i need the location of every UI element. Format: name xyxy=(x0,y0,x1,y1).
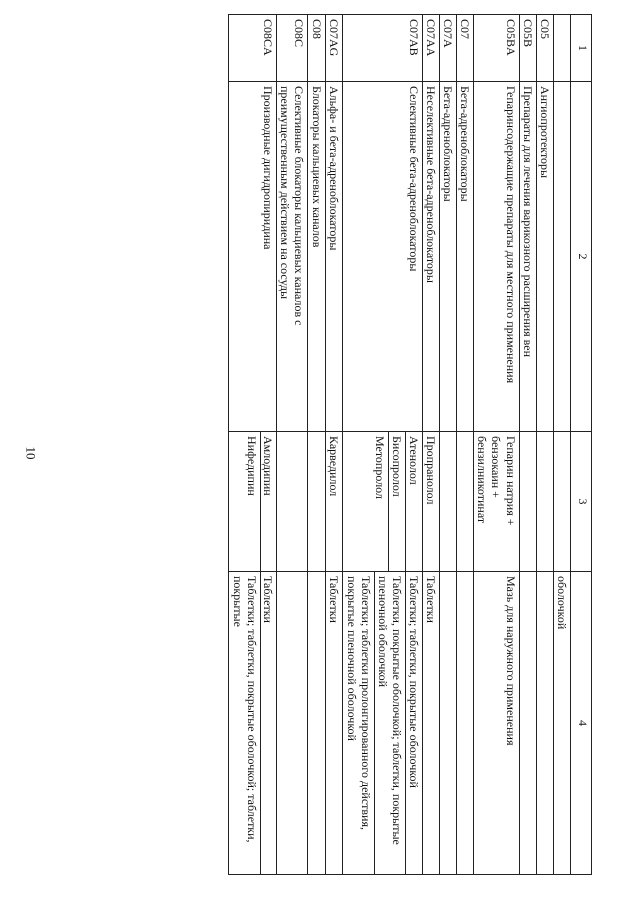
atc-code-cell-text: C07A xyxy=(440,19,455,48)
table-row xyxy=(536,15,553,875)
drug-cell xyxy=(325,432,342,572)
drug-cell-text: Карведилол xyxy=(326,436,341,497)
drug-table xyxy=(228,14,592,875)
form-cell-text: оболочкой xyxy=(555,576,569,630)
drug-cell xyxy=(422,432,439,572)
drug-cell-text xyxy=(310,436,324,567)
table-row xyxy=(439,15,456,875)
table-row xyxy=(308,15,325,875)
group-cell xyxy=(456,82,473,432)
form-cell xyxy=(456,572,473,875)
form-subentry: Таблетки; таблетки пролонгированного действия, покрытые пленочной оболочкой xyxy=(344,572,375,874)
drug-cell xyxy=(277,432,308,572)
atc-code-cell xyxy=(536,15,553,82)
drug-cell-text xyxy=(521,436,535,567)
atc-code-cell xyxy=(422,15,439,82)
atc-code-cell-text: C07AA xyxy=(423,19,438,57)
header-col-2: 2 xyxy=(571,82,592,432)
atc-code-cell-text: C08C xyxy=(292,19,307,48)
form-cell xyxy=(342,572,422,875)
atc-code-cell-text: C05BA xyxy=(503,19,518,56)
drug-cell-text xyxy=(538,436,552,567)
drug-cell-text xyxy=(441,436,455,567)
form-cell-text xyxy=(521,576,535,870)
drug-cell xyxy=(228,432,276,572)
drug-cell xyxy=(474,432,519,572)
group-cell xyxy=(519,82,536,432)
drug-cell xyxy=(519,432,536,572)
atc-code-cell-text: C07AB xyxy=(406,19,421,56)
form-cell-text xyxy=(310,576,324,870)
drug-cell-text: Амлодипин xyxy=(261,436,276,496)
atc-code-cell-text: C07 xyxy=(458,19,473,40)
group-cell-text: Селективные блокаторы кальциевых каналов с преимущественным действием на сосуды xyxy=(278,86,307,326)
group-cell-text xyxy=(555,86,569,427)
drug-cell-text xyxy=(293,436,307,567)
group-cell-text: Гепаринсодержащие препараты для местного применения xyxy=(503,86,518,384)
atc-code-cell xyxy=(439,15,456,82)
table-body xyxy=(228,15,570,875)
form-cell xyxy=(277,572,308,875)
group-cell xyxy=(474,82,519,432)
table-row xyxy=(553,15,570,875)
form-cell xyxy=(553,572,570,875)
group-cell-text: Альфа- и бета-адреноблокаторы xyxy=(326,86,341,251)
drug-cell xyxy=(439,432,456,572)
group-cell-text: Производные дигидропиридина xyxy=(261,86,276,250)
rotated-page xyxy=(67,14,592,874)
header-col-4: 4 xyxy=(571,572,592,875)
drug-cell xyxy=(308,432,325,572)
atc-code-cell-text: C08 xyxy=(309,19,324,40)
group-cell xyxy=(342,82,422,432)
table-row xyxy=(422,15,439,875)
atc-code-cell xyxy=(228,15,276,82)
group-cell xyxy=(553,82,570,432)
form-cell xyxy=(536,572,553,875)
drug-cell xyxy=(456,432,473,572)
drug-subentry: Метопролол xyxy=(372,432,389,571)
drug-subentry: Бисопролол xyxy=(389,432,406,571)
drug-cell-text xyxy=(458,436,472,567)
form-cell-text xyxy=(458,576,472,870)
form-cell xyxy=(308,572,325,875)
header-col-1: 1 xyxy=(571,15,592,82)
table-row xyxy=(228,15,276,875)
drug-cell-text xyxy=(555,436,569,567)
atc-code-cell-text: C08CA xyxy=(261,19,276,56)
table-row xyxy=(519,15,536,875)
form-cell-text xyxy=(441,576,455,870)
header-row xyxy=(571,15,592,875)
group-cell xyxy=(536,82,553,432)
form-cell-text: Таблетки; таблетки, покрытые оболочкой xyxy=(406,576,421,788)
group-cell-text: Неселективные бета-адреноблокаторы xyxy=(423,86,438,283)
form-cell xyxy=(519,572,536,875)
drug-cell-text: Атенолол xyxy=(406,436,421,485)
drug-cell-text: Пропранолол xyxy=(423,436,438,505)
group-cell xyxy=(277,82,308,432)
form-cell xyxy=(474,572,519,875)
drug-cell xyxy=(553,432,570,572)
group-cell-text: Блокаторы кальциевых каналов xyxy=(309,86,324,248)
table-row xyxy=(342,15,422,875)
group-cell-text: Ангиопротекторы xyxy=(537,86,552,179)
group-cell-text: Бета-адреноблокаторы xyxy=(440,86,455,202)
group-cell xyxy=(439,82,456,432)
group-cell-text: Бета-адреноблокаторы xyxy=(458,86,473,202)
atc-code-cell xyxy=(456,15,473,82)
group-cell-text: Селективные бета-адреноблокаторы xyxy=(406,86,421,272)
table-row xyxy=(456,15,473,875)
form-cell-text: Таблетки xyxy=(423,576,438,623)
form-cell xyxy=(439,572,456,875)
drug-cell-text: Гепарин натрия + бензокаин + бензилникотинат xyxy=(475,436,518,526)
table-row xyxy=(474,15,519,875)
atc-code-cell xyxy=(308,15,325,82)
form-cell-text xyxy=(293,576,307,870)
atc-code-cell xyxy=(277,15,308,82)
form-cell-text: Мазь для наружного применения xyxy=(503,576,518,746)
group-cell-text: Препараты для лечения варикозного расширения вен xyxy=(520,86,535,358)
atc-code-cell xyxy=(519,15,536,82)
page-number: 10 xyxy=(23,446,39,460)
atc-code-cell xyxy=(474,15,519,82)
group-cell xyxy=(308,82,325,432)
group-cell xyxy=(422,82,439,432)
atc-code-cell xyxy=(553,15,570,82)
form-subentry: Таблетки, покрытые оболочкой; таблетки, покрытые пленочной оболочкой xyxy=(375,572,406,874)
table-row xyxy=(325,15,342,875)
atc-code-cell-text: C07AG xyxy=(326,19,341,57)
table-row xyxy=(277,15,308,875)
drug-cell xyxy=(536,432,553,572)
form-cell-text xyxy=(538,576,552,870)
form-subentry: Таблетки; таблетки, покрытые оболочкой; таблетки, покрытые xyxy=(230,572,261,874)
atc-code-cell xyxy=(325,15,342,82)
header-col-3: 3 xyxy=(571,432,592,572)
group-cell xyxy=(325,82,342,432)
drug-subentry: Нифедипин xyxy=(244,432,261,571)
form-cell xyxy=(422,572,439,875)
form-cell xyxy=(325,572,342,875)
form-cell xyxy=(228,572,276,875)
atc-code-cell-text: C05B xyxy=(520,19,535,48)
drug-cell xyxy=(342,432,422,572)
atc-code-cell xyxy=(342,15,422,82)
group-cell xyxy=(228,82,276,432)
form-cell-text: Таблетки xyxy=(261,576,276,623)
form-cell-text: Таблетки xyxy=(326,576,341,623)
atc-code-cell-text: C05 xyxy=(537,19,552,40)
atc-code-cell-text xyxy=(555,19,569,77)
